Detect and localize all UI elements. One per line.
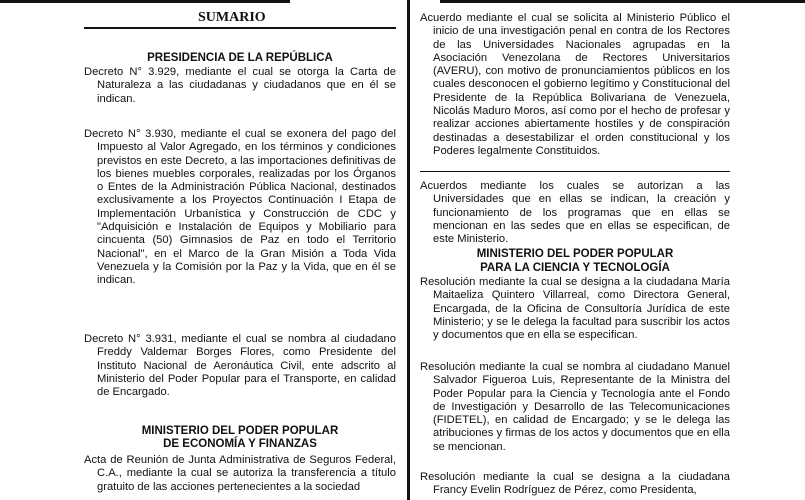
decreto-3931-entry: Decreto N° 3.931, mediante el cual se nombra al ciudadano Freddy Valdemar Borges Flores, como Presidente del Instituto Nacional de Aeronáutica Civil, ente adscrito al Ministerio del Poder Popular para el Transporte, en calidad de Encargado. [84,333,396,399]
resolucion-quintero-entry: Resolución mediante la cual se designa a la ciudadana María Maitaeliza Quintero Villarreal, como Directora General, Encargada, de la Oficina de Consultoría Jurídica de este Ministerio; y se le delega la facultad para suscribir los actos y documentos que en ella se especifican. [420,276,730,342]
ciencia-heading-line2: PARA LA CIENCIA Y TECNOLOGÍA [480,262,670,274]
sumario-title: SUMARIO [198,10,266,25]
right-column [420,0,730,500]
acta-seguros-entry: Acta de Reunión de Junta Administrativa de Seguros Federal, C.A., mediante la cual se autoriza la transferencia a título gratuito de las acciones pertenecientes a la sociedad [84,454,396,493]
ciencia-heading-line1: MINISTERIO DEL PODER POPULAR [476,248,674,260]
left-column [84,0,396,500]
presidencia-heading: PRESIDENCIA DE LA REPÚBLICA [147,52,333,64]
acuerdo-ministerio-publico-entry: Acuerdo mediante el cual se solicita al Ministerio Público el inicio de una investigación penal en contra de los Rectores de las Universidades Nacionales agrupadas en la Asociación Venezolana de Rectores Universitarios (AVERU), con motivo de pronunciamientos públicos en los cuales desconocen el gobierno legítimo y Constitucional del Presidente de la República Bolivariana de Venezuela, Nicolás Maduro Moros, así como por el hecho de profesar y realizar acciones abiertamente hostiles y de conspiración destinadas a desestabilizar el orden constitucional y los Poderes legalmente Constituidos. [420,12,730,157]
resolucion-rodriguez-entry: Resolución mediante la cual se designa a la ciudadana Francy Evelin Rodríguez de Pérez, como Presidenta, [420,471,730,497]
acuerdos-universidades-entry: Acuerdos mediante los cuales se autorizan a las Universidades que en ellas se indican, la creación y funcionamiento de los programas que en ellas se mencionan en las sedes que en ellas se especifican, de este Ministerio. [420,180,730,246]
decreto-3929-entry: Decreto N° 3.929, mediante el cual se otorga la Carta de Naturaleza a las ciudadanas y ciudadanos que en él se indican. [84,66,396,105]
column-divider [407,0,410,500]
decreto-3930-entry: Decreto N° 3.930, mediante el cual se exonera del pago del Impuesto al Valor Agregado, en los términos y condiciones previstos en este Decreto, a las importaciones definitivas de los bienes muebles corporales, realizadas por los Órganos o Entes de la Administración Pública Nacional, destinados exclusivamente a los Proyectos Continuación I Etapa de Implementación Urbanística y Construcción de CDC y "Adquisición e Instalación de Equipos y Mobiliario para cincuenta (50) Gimnasios de Paz en todo el Territorio Nacional", en el Marco de la Gran Misión a Toda Vida Venezuela y la Comisión por la Paz y la Vida, que en él se indican. [84,128,396,287]
resolucion-figueroa-entry: Resolución mediante la cual se nombra al ciudadano Manuel Salvador Figueroa Luis, Representante de la Ministra del Poder Popular para la Ciencia y Tecnología ante el Fondo de Investigación y Desarrollo de las Telecomunicaciones (FIDETEL), en calidad de Encargado; y se le delega las atribuciones y firmas de los actos y documentos que en ella se mencionan. [420,361,730,453]
economia-heading-line1: MINISTERIO DEL PODER POPULAR [141,425,339,437]
economia-heading-line2: DE ECONOMÍA Y FINANZAS [163,438,317,450]
section-separator [420,171,730,172]
